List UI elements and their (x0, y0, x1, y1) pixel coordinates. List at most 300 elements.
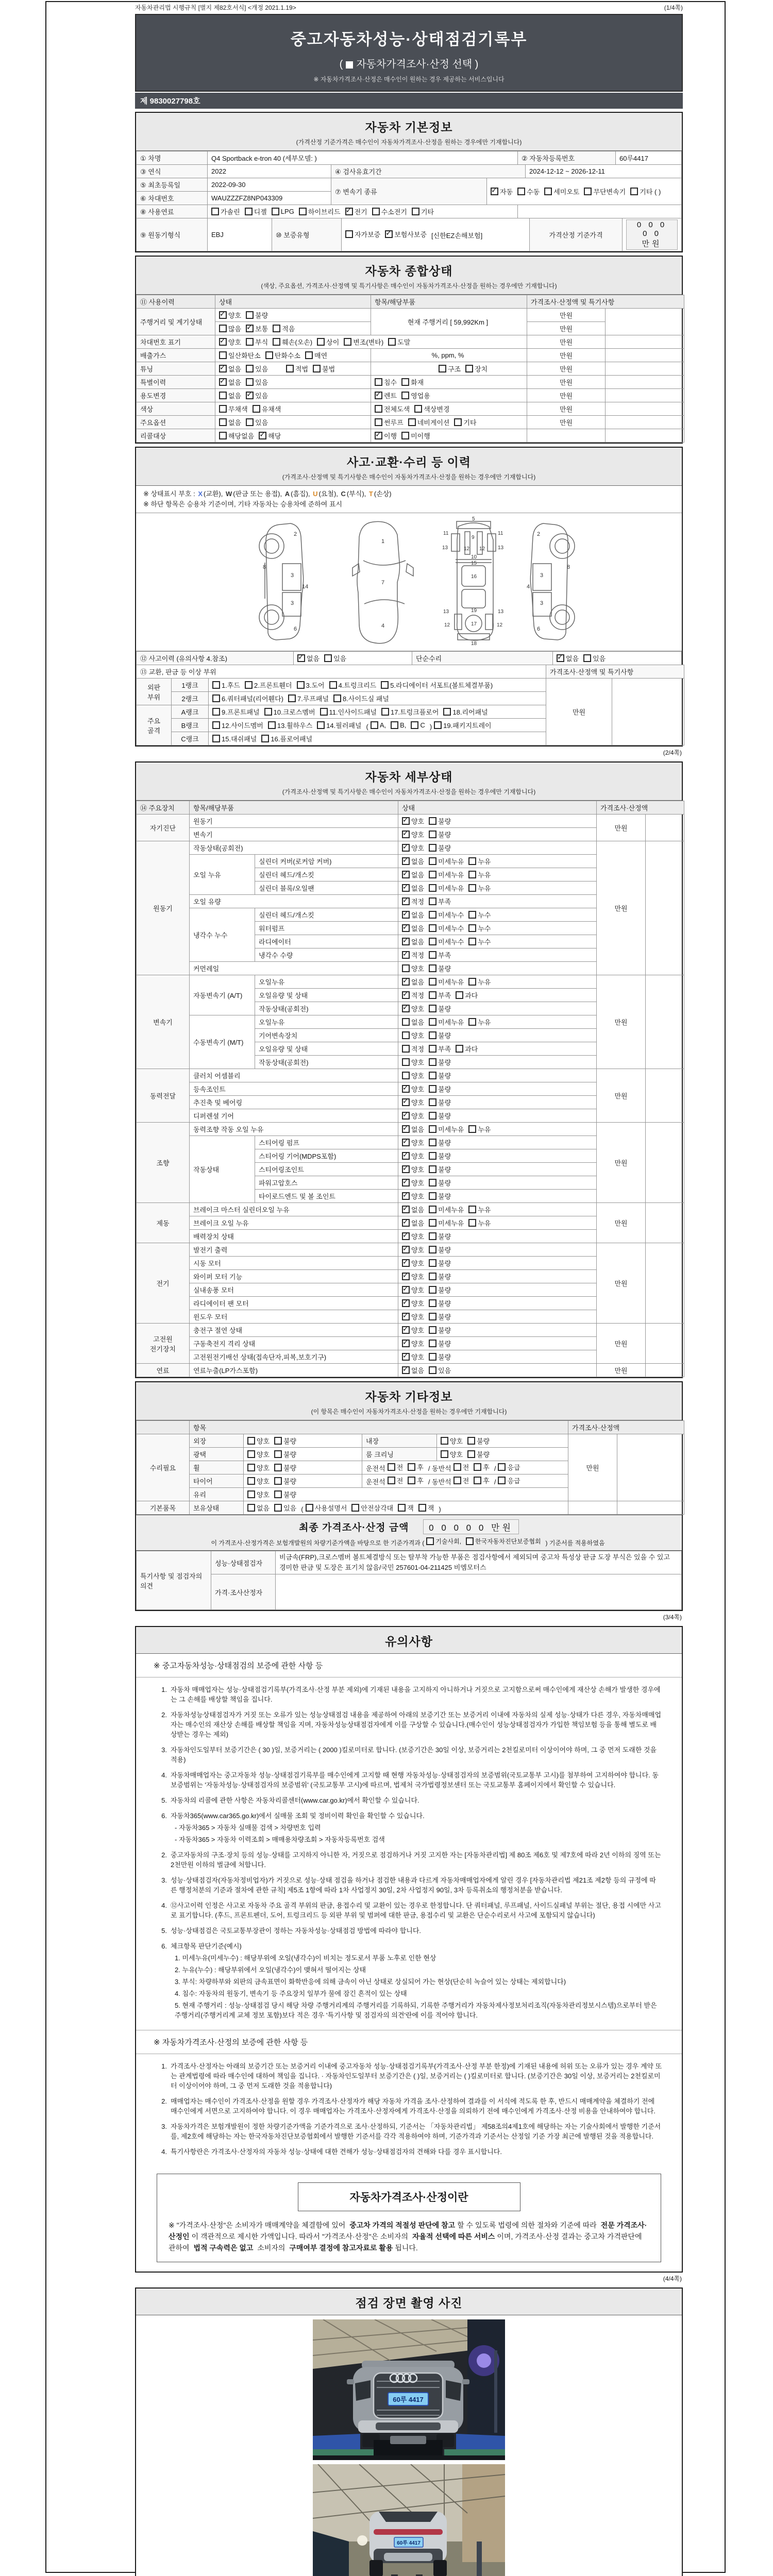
checkbox-수소전기[interactable] (372, 207, 407, 216)
checkbox-box[interactable] (264, 708, 272, 716)
checkbox-미세누수[interactable] (429, 910, 464, 920)
checkbox-불량[interactable] (429, 843, 451, 853)
checkbox-잭[interactable] (398, 1503, 414, 1513)
checkbox-box[interactable] (402, 1286, 410, 1294)
checkbox-양호[interactable] (402, 1097, 424, 1107)
checkbox-box[interactable] (212, 681, 220, 689)
checkbox-미세누유[interactable] (429, 1124, 464, 1134)
checkbox-box[interactable] (265, 351, 273, 359)
checkbox-box[interactable] (288, 694, 296, 702)
checkbox-상이[interactable] (317, 337, 339, 347)
checkbox-이행[interactable] (375, 431, 397, 440)
checkbox-box[interactable] (429, 911, 436, 919)
checkbox-누유[interactable] (468, 1017, 491, 1027)
checkbox-box[interactable] (402, 1259, 410, 1267)
checkbox-없음[interactable] (402, 923, 424, 933)
checkbox-box[interactable] (246, 338, 254, 346)
checkbox-양호[interactable] (247, 1476, 270, 1486)
checkbox-없음[interactable] (402, 910, 424, 920)
checkbox-box[interactable] (411, 721, 418, 729)
checkbox-box[interactable] (456, 1045, 463, 1053)
checkbox-box[interactable] (429, 1192, 436, 1200)
checkbox-불량[interactable] (429, 1352, 451, 1362)
checkbox-box[interactable] (466, 1537, 474, 1545)
checkbox-box[interactable] (245, 681, 253, 689)
checkbox-box[interactable] (375, 392, 382, 399)
checkbox-미세누유[interactable] (429, 1218, 464, 1228)
checkbox-box[interactable] (246, 378, 254, 386)
checkbox-box[interactable] (429, 1058, 436, 1066)
checkbox-box[interactable] (429, 1340, 436, 1347)
checkbox-box[interactable] (219, 338, 227, 346)
checkbox-없음[interactable] (402, 870, 424, 879)
checkbox-보통[interactable] (246, 324, 268, 333)
checkbox-box[interactable] (429, 924, 436, 932)
checkbox-box[interactable] (429, 1085, 436, 1093)
checkbox-box[interactable] (498, 1477, 506, 1484)
checkbox-A,[interactable] (371, 721, 386, 729)
checkbox-양호[interactable] (247, 1449, 270, 1459)
checkbox-box[interactable] (401, 392, 409, 399)
checkbox-적법[interactable] (286, 364, 308, 374)
checkbox-디젤[interactable] (245, 207, 267, 216)
checkbox-box[interactable] (212, 694, 220, 702)
checkbox-box[interactable] (245, 208, 253, 215)
checkbox-훼손(오손)[interactable] (273, 337, 312, 347)
checkbox-box[interactable] (429, 1366, 436, 1374)
checkbox-box[interactable] (381, 681, 389, 689)
checkbox-미세누유[interactable] (429, 883, 464, 893)
checkbox-불량[interactable] (429, 1164, 451, 1174)
checkbox-누유[interactable] (468, 1218, 491, 1228)
checkbox-미세누유[interactable] (429, 977, 464, 987)
checkbox-box[interactable] (345, 208, 353, 215)
checkbox-없음[interactable] (219, 417, 241, 427)
checkbox-box[interactable] (219, 418, 227, 426)
checkbox-미세누수[interactable] (429, 937, 464, 946)
checkbox-양호[interactable] (402, 1298, 424, 1308)
checkbox-box[interactable] (441, 1437, 448, 1445)
checkbox-19.패키지트레이[interactable] (434, 720, 491, 730)
checkbox-box[interactable] (468, 1219, 476, 1227)
checkbox-있음[interactable] (246, 364, 268, 374)
checkbox-box[interactable] (402, 1085, 410, 1093)
checkbox-보험사보증[interactable] (385, 229, 427, 239)
checkbox-box[interactable] (402, 1192, 410, 1200)
checkbox-후[interactable] (474, 1462, 490, 1472)
checkbox-불량[interactable] (429, 816, 451, 826)
checkbox-box[interactable] (429, 1031, 436, 1039)
checkbox-B,[interactable] (391, 721, 406, 729)
checkbox-box[interactable] (375, 418, 382, 426)
checkbox-box[interactable] (385, 230, 393, 238)
checkbox-불량[interactable] (429, 1245, 451, 1255)
checkbox-자가보증[interactable] (345, 229, 380, 239)
checkbox-box[interactable] (398, 1504, 406, 1512)
checkbox-box[interactable] (465, 365, 473, 372)
checkbox-box[interactable] (429, 1313, 436, 1320)
checkbox-침수[interactable] (375, 377, 397, 387)
checkbox-없음[interactable] (402, 1218, 424, 1228)
checkbox-box[interactable] (247, 1464, 255, 1471)
checkbox-전기[interactable] (345, 207, 367, 216)
checkbox-양호[interactable] (402, 1111, 424, 1121)
checkbox-일산화탄소[interactable] (219, 350, 261, 360)
checkbox-17.트렁크플로어[interactable] (381, 707, 439, 717)
checkbox-양호[interactable] (402, 963, 424, 973)
checkbox-box[interactable] (372, 208, 380, 215)
checkbox-없음[interactable] (402, 1124, 424, 1134)
checkbox-양호[interactable] (402, 1178, 424, 1188)
checkbox-box[interactable] (402, 1112, 410, 1120)
checkbox-불량[interactable] (467, 1449, 490, 1459)
checkbox-box[interactable] (429, 1246, 436, 1253)
checkbox-불량[interactable] (429, 1084, 451, 1094)
checkbox-box[interactable] (468, 857, 476, 865)
checkbox-box[interactable] (441, 1450, 448, 1458)
checkbox-box[interactable] (402, 1031, 410, 1039)
checkbox-box[interactable] (402, 1353, 410, 1361)
checkbox-불량[interactable] (429, 1298, 451, 1308)
checkbox-box[interactable] (402, 1340, 410, 1347)
checkbox-box[interactable] (329, 681, 337, 689)
checkbox-box[interactable] (468, 911, 476, 919)
checkbox-후[interactable] (408, 1476, 424, 1485)
checkbox-box[interactable] (401, 432, 409, 439)
checkbox-영업용[interactable] (401, 391, 430, 400)
checkbox-box[interactable] (371, 721, 378, 729)
checkbox-LPG[interactable] (272, 208, 294, 215)
checkbox-box[interactable] (402, 831, 410, 838)
checkbox-불량[interactable] (429, 1030, 451, 1040)
checkbox-양호[interactable] (441, 1436, 463, 1446)
checkbox-장치[interactable] (465, 364, 488, 374)
checkbox-9.프론트패널[interactable] (212, 707, 260, 717)
checkbox-box[interactable] (388, 1463, 395, 1471)
checkbox-box[interactable] (557, 654, 564, 662)
checkbox-누유[interactable] (468, 883, 491, 893)
checkbox-없음[interactable] (219, 377, 241, 387)
checkbox-누유[interactable] (468, 1205, 491, 1214)
checkbox-적정[interactable] (402, 1044, 424, 1054)
checkbox-box[interactable] (429, 1112, 436, 1120)
checkbox-box[interactable] (402, 1018, 410, 1026)
checkbox-box[interactable] (375, 405, 382, 413)
checkbox-6.쿼터패널(리어휀다)[interactable] (212, 693, 283, 703)
checkbox-양호[interactable] (247, 1436, 270, 1446)
checkbox-box[interactable] (402, 1219, 410, 1227)
checkbox-box[interactable] (468, 884, 476, 892)
checkbox-box[interactable] (583, 654, 591, 662)
checkbox-box[interactable] (429, 1165, 436, 1173)
checkbox-box[interactable] (402, 991, 410, 999)
checkbox-전[interactable] (453, 1462, 469, 1472)
checkbox-전[interactable] (388, 1476, 404, 1485)
checkbox-불량[interactable] (429, 1325, 451, 1335)
checkbox-응급[interactable] (498, 1462, 520, 1472)
checkbox-box[interactable] (401, 378, 409, 386)
checkbox-있음[interactable] (246, 377, 268, 387)
checkbox-10.크로스멤버[interactable] (264, 707, 315, 717)
checkbox-불량[interactable] (429, 1178, 451, 1188)
checkbox-box[interactable] (454, 418, 462, 426)
checkbox-box[interactable] (402, 1058, 410, 1066)
checkbox-box[interactable] (211, 208, 219, 215)
checkbox-부족[interactable] (429, 896, 451, 906)
checkbox-있음[interactable] (246, 391, 268, 400)
checkbox-box[interactable] (247, 1437, 255, 1445)
checkbox-해당없음[interactable] (219, 431, 254, 440)
checkbox-양호[interactable] (402, 1164, 424, 1174)
checkbox-미세누유[interactable] (429, 856, 464, 866)
checkbox-box[interactable] (402, 1206, 410, 1213)
price-survey-checkbox[interactable] (346, 61, 353, 69)
checkbox-누유[interactable] (468, 856, 491, 866)
checkbox-box[interactable] (429, 1152, 436, 1160)
checkbox-양호[interactable] (402, 829, 424, 839)
checkbox-썬루프[interactable] (375, 417, 404, 427)
checkbox-불량[interactable] (429, 1057, 451, 1067)
checkbox-11.인사이드패널[interactable] (320, 707, 377, 717)
checkbox-과다[interactable] (456, 1044, 478, 1054)
checkbox-box[interactable] (273, 338, 280, 346)
checkbox-불량[interactable] (246, 310, 268, 320)
checkbox-box[interactable] (402, 964, 410, 972)
checkbox-box[interactable] (246, 418, 254, 426)
checkbox-있음[interactable] (583, 653, 606, 663)
checkbox-box[interactable] (402, 1139, 410, 1146)
checkbox-box[interactable] (375, 378, 382, 386)
checkbox-box[interactable] (261, 735, 269, 742)
checkbox-2.프론트휀더[interactable] (245, 680, 292, 690)
checkbox-box[interactable] (246, 392, 254, 399)
checkbox-box[interactable] (272, 208, 279, 215)
checkbox-box[interactable] (333, 694, 341, 702)
checkbox-전[interactable] (453, 1476, 469, 1485)
checkbox-7.루프패널[interactable] (288, 693, 329, 703)
checkbox-box[interactable] (402, 1366, 410, 1374)
checkbox-box[interactable] (246, 311, 254, 319)
checkbox-불량[interactable] (429, 829, 451, 839)
checkbox-양호[interactable] (402, 1057, 424, 1067)
checkbox-양호[interactable] (247, 1489, 270, 1499)
checkbox-box[interactable] (467, 1437, 475, 1445)
checkbox-후[interactable] (474, 1476, 490, 1485)
checkbox-양호[interactable] (402, 1352, 424, 1362)
checkbox-하이브리드[interactable] (299, 207, 341, 216)
checkbox-누수[interactable] (468, 910, 491, 920)
checkbox-box[interactable] (474, 1477, 481, 1484)
checkbox-box[interactable] (324, 654, 332, 662)
checkbox-없음[interactable] (402, 1205, 424, 1214)
checkbox-양호[interactable] (402, 1338, 424, 1348)
checkbox-양호[interactable] (247, 1463, 270, 1472)
checkbox-양호[interactable] (402, 1191, 424, 1201)
checkbox-box[interactable] (247, 1504, 255, 1512)
checkbox-box[interactable] (453, 1463, 461, 1471)
checkbox-box[interactable] (268, 721, 276, 729)
checkbox-양호[interactable] (219, 337, 241, 347)
checkbox-없음[interactable] (219, 391, 241, 400)
checkbox-box[interactable] (402, 1246, 410, 1253)
checkbox-box[interactable] (402, 857, 410, 865)
checkbox-도말[interactable] (388, 337, 410, 347)
checkbox-매연[interactable] (305, 350, 327, 360)
checkbox-많음[interactable] (219, 324, 241, 333)
checkbox-있음[interactable] (429, 1365, 451, 1375)
checkbox-box[interactable] (274, 1490, 282, 1498)
checkbox-box[interactable] (429, 857, 436, 865)
checkbox-18.리어패널[interactable] (443, 707, 488, 717)
checkbox-box[interactable] (584, 188, 592, 195)
checkbox-누유[interactable] (468, 870, 491, 879)
checkbox-응급[interactable] (498, 1476, 520, 1485)
checkbox-box[interactable] (273, 325, 280, 332)
checkbox-기타[interactable] (412, 207, 434, 216)
checkbox-box[interactable] (402, 844, 410, 852)
checkbox-box[interactable] (247, 1477, 255, 1485)
checkbox-부족[interactable] (429, 1044, 451, 1054)
checkbox-불량[interactable] (429, 1312, 451, 1321)
checkbox-없음[interactable] (402, 856, 424, 866)
checkbox-box[interactable] (443, 708, 451, 716)
checkbox-box[interactable] (219, 365, 227, 372)
checkbox-13.휠하우스[interactable] (268, 720, 312, 730)
checkbox-box[interactable] (253, 405, 260, 413)
checkbox-과다[interactable] (456, 990, 478, 1000)
checkbox-3.도어[interactable] (297, 680, 325, 690)
checkbox-box[interactable] (468, 1018, 476, 1026)
checkbox-box[interactable] (429, 1259, 436, 1267)
checkbox-수동[interactable] (517, 187, 540, 196)
checkbox-box[interactable] (468, 938, 476, 945)
checkbox-box[interactable] (286, 365, 294, 372)
checkbox-box[interactable] (456, 991, 463, 999)
checkbox-구조[interactable] (439, 364, 461, 374)
checkbox-box[interactable] (429, 1286, 436, 1294)
checkbox-기타 ( )[interactable] (630, 187, 661, 196)
checkbox-box[interactable] (429, 1353, 436, 1361)
checkbox-box[interactable] (320, 708, 328, 716)
checkbox-14.필러패널[interactable] (317, 720, 361, 730)
checkbox-box[interactable] (274, 1450, 282, 1458)
checkbox-양호[interactable] (402, 1258, 424, 1268)
checkbox-box[interactable] (429, 871, 436, 878)
checkbox-적음[interactable] (273, 324, 295, 333)
checkbox-box[interactable] (439, 365, 446, 372)
checkbox-box[interactable] (219, 311, 227, 319)
checkbox-불량[interactable] (429, 1272, 451, 1281)
checkbox-양호[interactable] (402, 1312, 424, 1321)
checkbox-부족[interactable] (429, 990, 451, 1000)
checkbox-box[interactable] (429, 831, 436, 838)
checkbox-box[interactable] (247, 1490, 255, 1498)
checkbox-box[interactable] (434, 721, 442, 729)
checkbox-없음[interactable] (247, 1503, 270, 1513)
checkbox-불량[interactable] (429, 1004, 451, 1013)
checkbox-box[interactable] (402, 911, 410, 919)
checkbox-box[interactable] (517, 188, 525, 195)
checkbox-부족[interactable] (429, 950, 451, 960)
checkbox-후[interactable] (408, 1462, 424, 1472)
checkbox-없음[interactable] (219, 364, 241, 374)
checkbox-box[interactable] (544, 188, 552, 195)
checkbox-box[interactable] (429, 964, 436, 972)
checkbox-box[interactable] (299, 208, 307, 215)
checkbox-불량[interactable] (274, 1436, 296, 1446)
checkbox-box[interactable] (402, 817, 410, 825)
checkbox-box[interactable] (429, 1179, 436, 1187)
checkbox-양호[interactable] (402, 1245, 424, 1255)
checkbox-box[interactable] (468, 978, 476, 986)
checkbox-있음[interactable] (324, 653, 346, 663)
checkbox-box[interactable] (297, 654, 305, 662)
checkbox-box[interactable] (274, 1504, 282, 1512)
checkbox-box[interactable] (402, 1005, 410, 1012)
checkbox-box[interactable] (402, 1072, 410, 1079)
checkbox-불량[interactable] (274, 1449, 296, 1459)
checkbox-box[interactable] (219, 432, 227, 439)
checkbox-box[interactable] (219, 351, 227, 359)
checkbox-15.대쉬패널[interactable] (212, 734, 257, 743)
checkbox-box[interactable] (402, 1098, 410, 1106)
checkbox-box[interactable] (429, 884, 436, 892)
checkbox-box[interactable] (402, 1326, 410, 1334)
checkbox-box[interactable] (429, 817, 436, 825)
checkbox-불량[interactable] (467, 1436, 490, 1446)
checkbox-box[interactable] (219, 325, 227, 332)
checkbox-불량[interactable] (429, 1071, 451, 1080)
checkbox-미세누유[interactable] (429, 870, 464, 879)
checkbox-불량[interactable] (274, 1476, 296, 1486)
checkbox-가솔린[interactable] (211, 207, 240, 216)
checkbox-양호[interactable] (402, 1325, 424, 1335)
checkbox-있음[interactable] (246, 417, 268, 427)
checkbox-미이행[interactable] (401, 431, 430, 440)
checkbox-box[interactable] (388, 338, 396, 346)
checkbox-미세누유[interactable] (429, 1017, 464, 1027)
checkbox-양호[interactable] (402, 1084, 424, 1094)
checkbox-유채색[interactable] (253, 404, 281, 414)
checkbox-16.플로어패널[interactable] (261, 734, 312, 743)
checkbox-box[interactable] (429, 991, 436, 999)
checkbox-전체도색[interactable] (375, 404, 410, 414)
checkbox-화재[interactable] (401, 377, 424, 387)
checkbox-있음[interactable] (274, 1503, 296, 1513)
checkbox-4.트렁크리드[interactable] (329, 680, 377, 690)
checkbox-box[interactable] (402, 897, 410, 905)
checkbox-양호[interactable] (441, 1449, 463, 1459)
checkbox-적정[interactable] (402, 896, 424, 906)
checkbox-불량[interactable] (429, 1258, 451, 1268)
checkbox-box[interactable] (418, 1504, 426, 1512)
checkbox-box[interactable] (408, 418, 416, 426)
checkbox-적정[interactable] (402, 950, 424, 960)
checkbox-한국자동차진단보증협회[interactable] (466, 1537, 541, 1546)
checkbox-box[interactable] (259, 432, 266, 439)
checkbox-box[interactable] (491, 188, 498, 195)
checkbox-box[interactable] (453, 1477, 461, 1484)
checkbox-box[interactable] (317, 338, 325, 346)
checkbox-탄화수소[interactable] (265, 350, 300, 360)
checkbox-box[interactable] (429, 1125, 436, 1133)
checkbox-없음[interactable] (297, 653, 320, 663)
checkbox-box[interactable] (297, 681, 305, 689)
checkbox-box[interactable] (402, 1232, 410, 1240)
checkbox-box[interactable] (212, 708, 220, 716)
checkbox-box[interactable] (212, 721, 220, 729)
checkbox-box[interactable] (246, 365, 254, 372)
